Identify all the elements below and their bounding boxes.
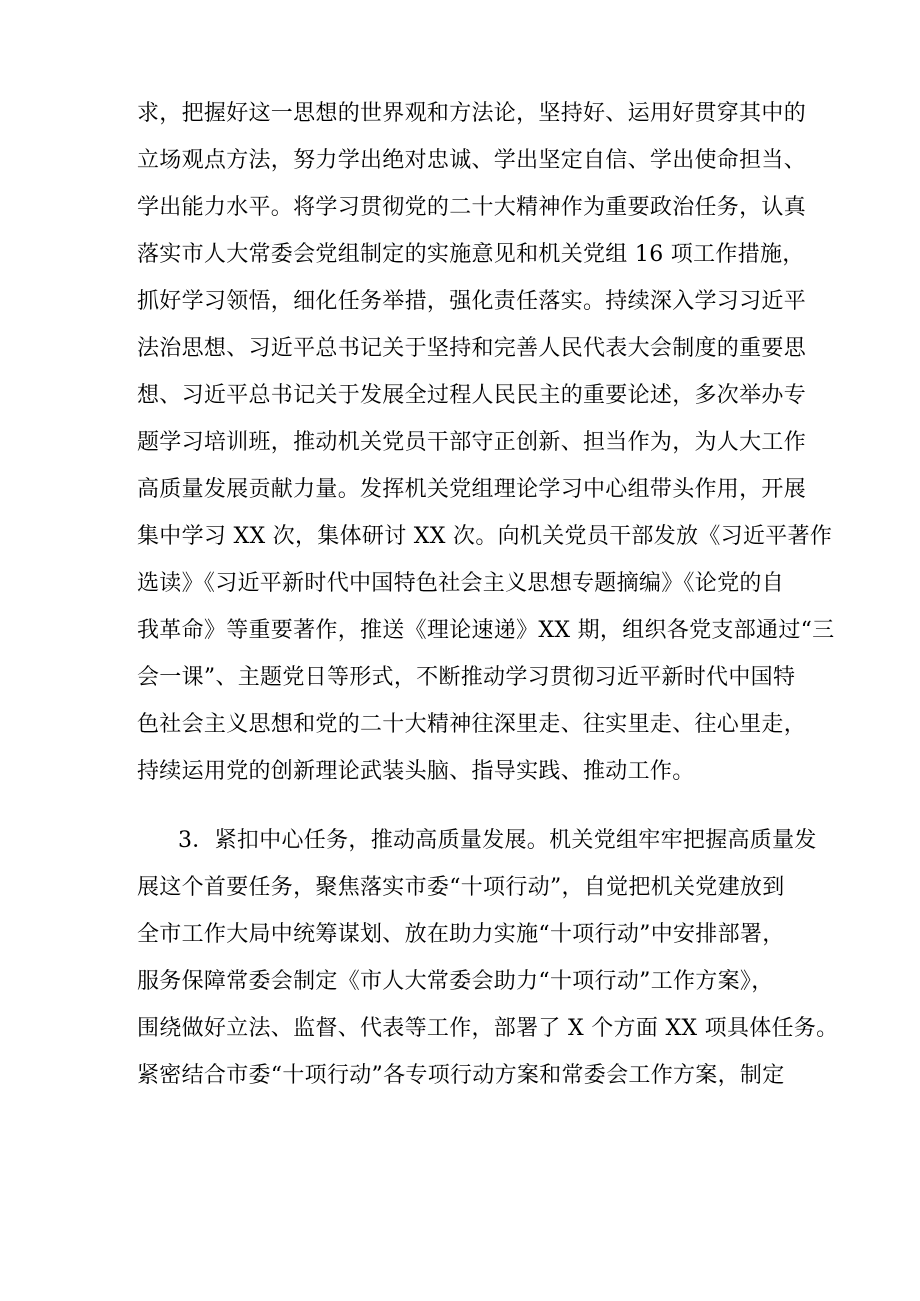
paragraph-2-line: 服务保障常委会制定《市人大常委会助力“十项行动”工作方案》， (137, 969, 774, 994)
paragraph-1-line: 集中学习 XX 次，集体研讨 XX 次。向机关党员干部发放《习近平著作 (137, 524, 833, 549)
paragraph-2-line: 全市工作大局中统筹谋划、放在助力实施“十项行动”中安排部署， (137, 922, 785, 947)
paragraph-2-line: 3．紧扣中心任务，推动高质量发展。机关党组牢牢把握高质量发 (178, 828, 817, 853)
paragraph-2-line: 展这个首要任务，聚焦落实市委“十项行动”，自觉把机关党建放到 (137, 875, 785, 900)
paragraph-1-line: 立场观点方法，努力学出绝对忠诚、学出坚定自信、学出使命担当、 (137, 148, 807, 173)
paragraph-2-line: 紧密结合市委“十项行动”各专项行动方案和常委会工作方案，制定 (137, 1063, 785, 1088)
paragraph-1-line: 色社会主义思想和党的二十大精神往深里走、往实里走、往心里走， (137, 712, 807, 737)
paragraph-1-line: 选读》《习近平新时代中国特色社会主义思想专题摘编》《论党的自 (137, 571, 785, 596)
paragraph-1-line: 学出能力水平。将学习贯彻党的二十大精神作为重要政治任务，认真 (137, 195, 807, 220)
paragraph-2-line: 围绕做好立法、监督、代表等工作，部署了 X 个方面 XX 项具体任务。 (137, 1016, 839, 1041)
paragraph-1-line: 求，把握好这一思想的世界观和方法论，坚持好、运用好贯穿其中的 (137, 101, 807, 126)
paragraph-1-line: 落实市人大常委会党组制定的实施意见和机关党组 16 项工作措施， (137, 242, 805, 267)
paragraph-1-line: 题学习培训班，推动机关党员干部守正创新、担当作为，为人大工作 (137, 430, 807, 455)
paragraph-1-line: 会一课”、主题党日等形式，不断推动学习贯彻习近平新时代中国特 (137, 665, 796, 690)
paragraph-1-line: 持续运用党的创新理论武装头脑、指导实践、推动工作。 (137, 759, 695, 784)
paragraph-1-line: 抓好学习领悟，细化任务举措，强化责任落实。持续深入学习习近平 (137, 289, 807, 314)
paragraph-1-line: 高质量发展贡献力量。发挥机关党组理论学习中心组带头作用，开展 (137, 477, 807, 502)
paragraph-1-line: 想、习近平总书记关于发展全过程人民民主的重要论述，多次举办专 (137, 383, 807, 408)
paragraph-1-line: 法治思想、习近平总书记关于坚持和完善人民代表大会制度的重要思 (137, 336, 807, 361)
paragraph-1-line: 我革命》等重要著作，推送《理论速递》XX 期，组织各党支部通过“三 (137, 618, 835, 643)
